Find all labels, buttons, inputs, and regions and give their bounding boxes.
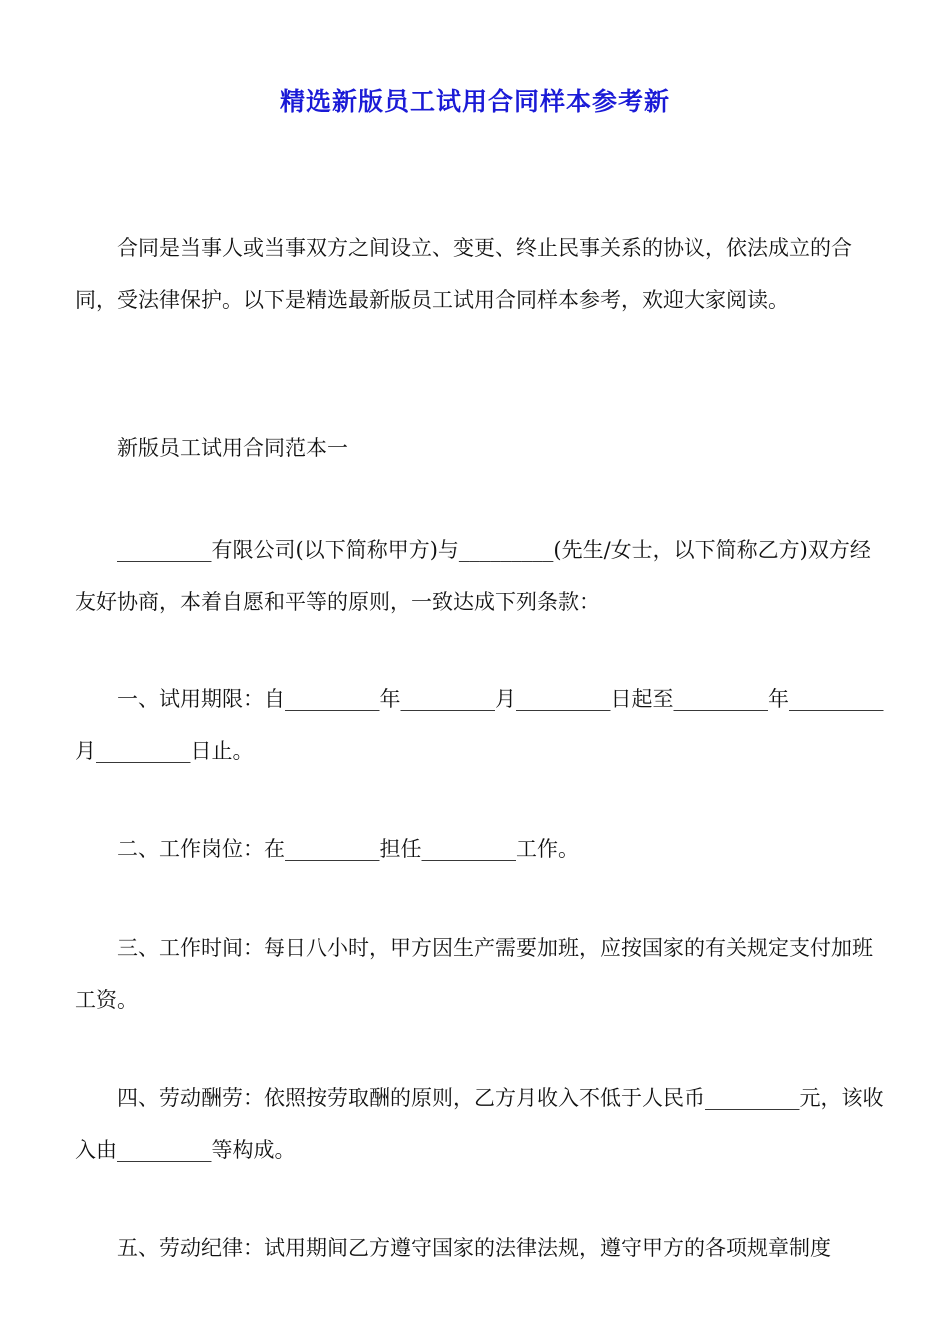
clause-working-hours: 三、工作时间：每日八小时，甲方因生产需要加班，应按国家的有关规定支付加班工资。 bbox=[75, 936, 873, 1012]
clause-trial-period: 一、试用期限：自_________年_________月_________日起至_________年_________月_________日止。 bbox=[75, 687, 884, 763]
clause-job-position: 二、工作岗位：在_________担任_________工作。 bbox=[117, 837, 579, 861]
parties-paragraph: _________有限公司(以下简称甲方)与_________(先生/女士，以下简称乙方)双方经友好协商，本着自愿和平等的原则，一致达成下列条款： bbox=[75, 538, 871, 614]
clause-remuneration: 四、劳动酬劳：依照按劳取酬的原则，乙方月收入不低于人民币_________元，该收入由_________等构成。 bbox=[75, 1086, 884, 1162]
intro-paragraph: 合同是当事人或当事双方之间设立、变更、终止民事关系的协议，依法成立的合同，受法律保护。以下是精选最新版员工试用合同样本参考，欢迎大家阅读。 bbox=[75, 236, 852, 312]
section-heading: 新版员工试用合同范本一 bbox=[117, 436, 348, 460]
clause-labor-discipline: 五、劳动纪律：试用期间乙方遵守国家的法律法规，遵守甲方的各项规章制度 bbox=[117, 1236, 831, 1260]
document-title: 精选新版员工试用合同样本参考新 bbox=[279, 87, 670, 116]
